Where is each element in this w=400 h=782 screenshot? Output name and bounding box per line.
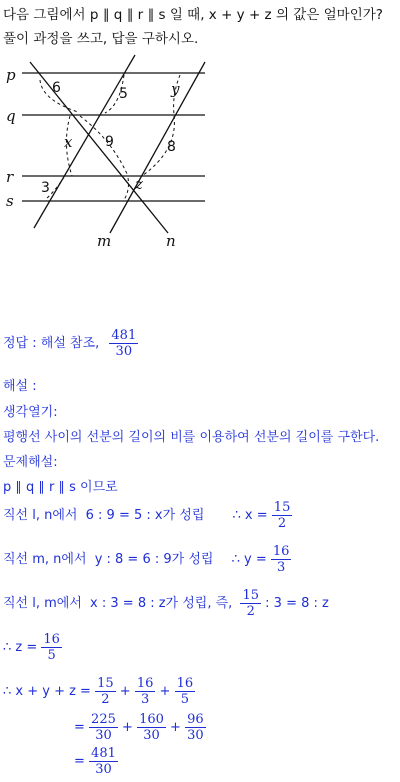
step2-denominator: 3 (276, 560, 286, 575)
plus-sign: + (159, 684, 171, 699)
problem-label: 문제해설: (3, 455, 58, 470)
parallel-statement: p ∥ q ∥ r ∥ s 이므로 (3, 480, 118, 495)
sum-fraction-1 (95, 676, 116, 707)
plus-sign: + (122, 720, 133, 735)
label-n: n (166, 232, 176, 250)
sum2-f1-numerator: 225 (91, 712, 116, 727)
problem-line-2: 풀이 과정을 쓰고, 답을 구하시오. (3, 31, 199, 47)
brace-9 (80, 116, 128, 176)
label-s: s (6, 192, 14, 210)
step1-row (3, 500, 292, 531)
segment-3: 3 (41, 180, 50, 196)
step1-denominator: 2 (277, 516, 287, 531)
step3-denominator: 2 (246, 604, 255, 619)
label-r: r (6, 168, 14, 186)
problem-line-1: 다음 그림에서 p ∥ q ∥ r ∥ s 일 때, x + y + z 의 값은 얼마인가? (3, 7, 383, 23)
line-l (34, 55, 135, 228)
step2-numerator: 16 (272, 544, 290, 559)
step2-prefix: 직선 m, n에서 (3, 552, 87, 567)
z-fraction (41, 632, 62, 663)
step1-ratio: 6 : 9 = 5 : x가 성립 (85, 508, 205, 523)
sum-row-1 (3, 676, 195, 707)
sum2-fraction-3 (185, 712, 206, 743)
step2-row (3, 544, 291, 575)
answer-denominator: 30 (115, 344, 133, 359)
sum-row-2 (74, 712, 206, 743)
sum-f1-numerator: 15 (97, 676, 114, 691)
sum-fraction-3 (175, 676, 196, 707)
sum3-numerator: 481 (91, 746, 116, 761)
parallel-lines-figure (0, 50, 230, 255)
step1-numerator: 15 (273, 500, 291, 515)
z-denominator: 5 (47, 648, 56, 663)
sum-f1-denominator: 2 (101, 692, 110, 707)
line-n (30, 62, 168, 233)
segment-8: 8 (167, 139, 176, 155)
step3-prefix: 직선 l, m에서 (3, 596, 82, 611)
label-p: p (6, 66, 16, 84)
sum-row-3 (74, 746, 118, 777)
answer-label: 정답 : 해설 참조, (3, 336, 100, 351)
step3-row (3, 588, 329, 619)
answer-fraction (109, 328, 138, 359)
step2-result: ∴ y = (231, 552, 267, 567)
sum2-f3-denominator: 30 (187, 728, 204, 743)
answer-numerator: 481 (111, 328, 137, 343)
label-z: z (135, 175, 143, 193)
thought-label: 생각열기: (3, 405, 58, 420)
sum-f3-denominator: 5 (180, 692, 189, 707)
equals-sign: = (74, 754, 85, 769)
equals-sign: = (74, 720, 85, 735)
explain-label: 해설 : (3, 379, 37, 394)
sum2-fraction-2 (137, 712, 166, 743)
sum-f2-numerator: 16 (136, 676, 154, 691)
sum2-f2-denominator: 30 (143, 728, 160, 743)
thought-text: 평행선 사이의 선분의 길이의 비를 이용하여 선분의 길이를 구한다. (3, 430, 380, 445)
step2-ratio: y : 8 = 6 : 9가 성립 (94, 552, 214, 567)
sum2-f3-numerator: 96 (187, 712, 204, 727)
sum3-denominator: 30 (95, 762, 112, 777)
label-y: y (171, 80, 180, 98)
step3-ratio: x : 3 = 8 : z가 성립, 즉, (90, 596, 233, 611)
step3-tail: : 3 = 8 : z (265, 596, 329, 611)
step1-fraction (272, 500, 293, 531)
answer-row (3, 328, 138, 359)
z-numerator: 16 (43, 632, 60, 647)
sum-fraction-2 (135, 676, 156, 707)
z-row (3, 632, 62, 663)
step3-numerator: 15 (242, 588, 260, 603)
sum-f3-numerator: 16 (176, 676, 194, 691)
label-m: m (97, 232, 112, 250)
sum-label: ∴ x + y + z = (3, 684, 91, 699)
sum2-f1-denominator: 30 (95, 728, 112, 743)
step3-fraction (240, 588, 261, 619)
sum2-fraction-1 (89, 712, 118, 743)
plus-sign: + (170, 720, 181, 735)
segment-6: 6 (52, 80, 61, 96)
segment-5: 5 (119, 86, 128, 102)
segment-9: 9 (105, 134, 114, 150)
z-label: ∴ z = (3, 640, 38, 655)
step2-fraction (271, 544, 292, 575)
sum-f2-denominator: 3 (140, 692, 150, 707)
label-q: q (6, 107, 16, 125)
sum2-f2-numerator: 160 (139, 712, 164, 727)
label-x: x (64, 133, 73, 151)
sum3-fraction (89, 746, 118, 777)
step1-result: ∴ x = (232, 508, 268, 523)
plus-sign: + (119, 684, 131, 699)
step1-prefix: 직선 l, n에서 (3, 508, 78, 523)
